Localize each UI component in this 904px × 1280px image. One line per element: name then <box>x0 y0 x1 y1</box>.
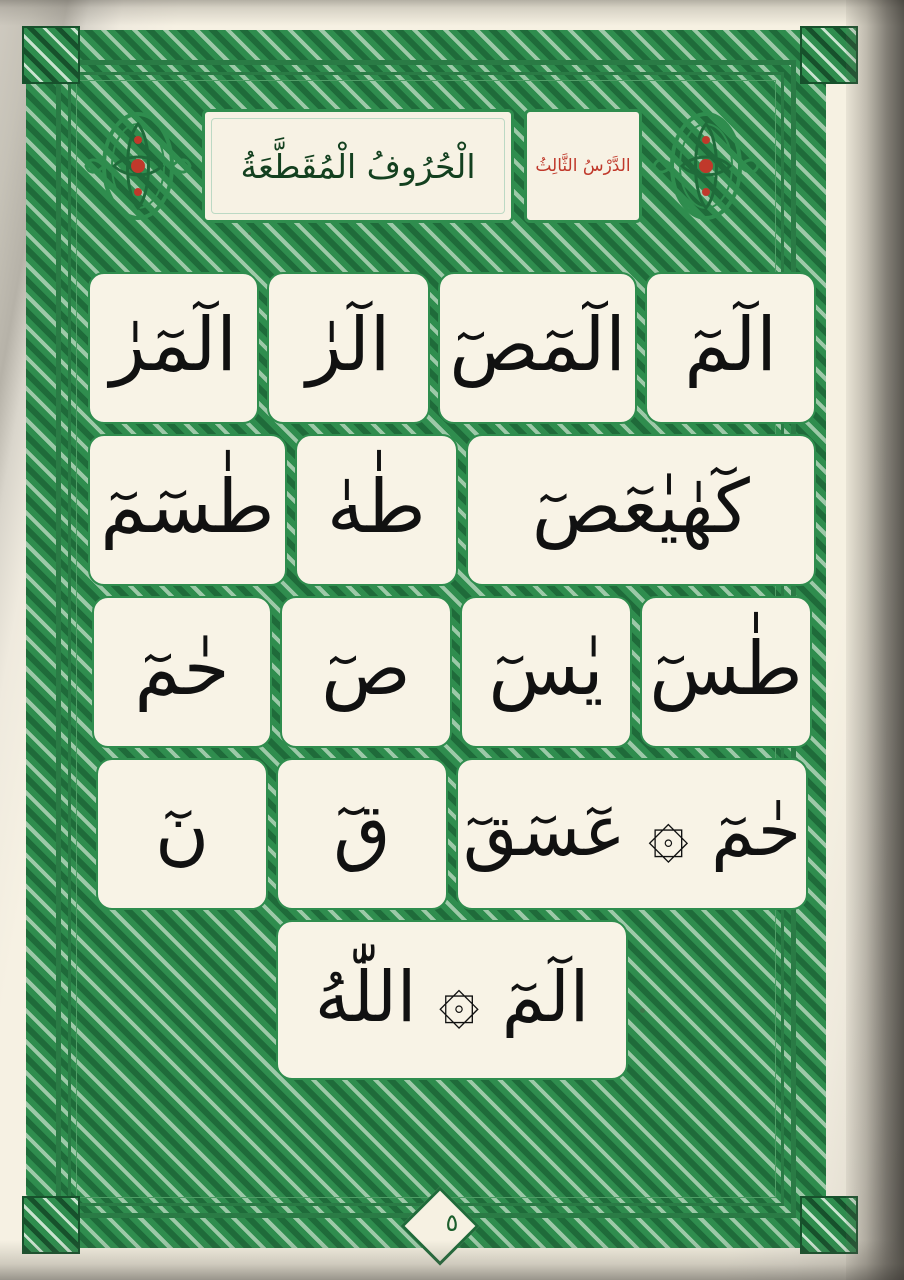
letter-card[interactable] <box>96 758 268 910</box>
letter-card[interactable] <box>276 920 628 1080</box>
lesson-number-box <box>524 109 642 223</box>
scan-speck <box>248 232 251 235</box>
letter-card[interactable] <box>88 272 259 424</box>
letter-card[interactable] <box>640 596 812 748</box>
floral-ornament-right-icon <box>652 106 760 226</box>
card-row-3 <box>88 596 816 748</box>
letter-card-text: الٓمٓصٓ <box>449 302 626 388</box>
letter-card-text: الٓرٰ <box>306 302 391 388</box>
letter-card-text: الٓمٓ <box>684 302 777 388</box>
letter-card-text: طٰسٓمٓ <box>100 464 275 550</box>
page-shadow-bottom <box>0 1240 904 1280</box>
letter-card[interactable] <box>295 434 458 586</box>
letter-card[interactable] <box>92 596 272 748</box>
corner-ornament-top-left <box>22 26 80 84</box>
letter-card-text: طٰهٰ <box>327 464 426 550</box>
letter-card-text: الٓمٓرٰ <box>110 302 237 388</box>
floral-ornament-left-icon <box>84 106 192 226</box>
letter-card-text: صٓ <box>321 626 411 712</box>
card-row-1 <box>88 272 816 424</box>
letter-card-text: يٰسٓ <box>488 626 604 712</box>
letter-card-text: طٰسٓ <box>649 626 803 712</box>
letter-card[interactable] <box>456 758 808 910</box>
letter-card[interactable] <box>280 596 452 748</box>
letter-card-text: نٓ <box>154 788 210 874</box>
letter-card-text: حٰمٓ ۞ عٓسٓقٓ <box>463 790 801 872</box>
scan-speck <box>640 1008 645 1013</box>
letter-card[interactable] <box>466 434 816 586</box>
letter-card[interactable] <box>645 272 816 424</box>
letter-card-text: كٓهٰيٰعٓصٓ <box>531 464 750 550</box>
letter-card[interactable] <box>267 272 430 424</box>
letter-card[interactable] <box>88 434 287 586</box>
letter-card-text: حٰمٓ <box>134 626 230 712</box>
card-row-2 <box>88 434 816 586</box>
lesson-number-label: الدَّرْسُ الثَّالِثُ <box>535 156 631 176</box>
letter-card-text: قٓ <box>333 788 391 874</box>
letter-card-text: الٓمٓ ۞ اللّٰهُ <box>314 956 590 1038</box>
lesson-title-box <box>202 109 514 223</box>
page-number: ٥ <box>445 1209 459 1237</box>
page-shadow-right <box>846 0 904 1280</box>
letter-card[interactable] <box>460 596 632 748</box>
page-shadow-top <box>0 0 904 26</box>
letter-card[interactable] <box>276 758 448 910</box>
page-title: الْحُرُوفُ الْمُقَطَّعَةُ <box>240 146 476 186</box>
letter-card[interactable] <box>438 272 637 424</box>
card-row-5 <box>88 920 816 1080</box>
card-row-4 <box>88 758 816 910</box>
lesson-header <box>96 104 760 228</box>
letter-card-grid <box>88 272 816 1090</box>
